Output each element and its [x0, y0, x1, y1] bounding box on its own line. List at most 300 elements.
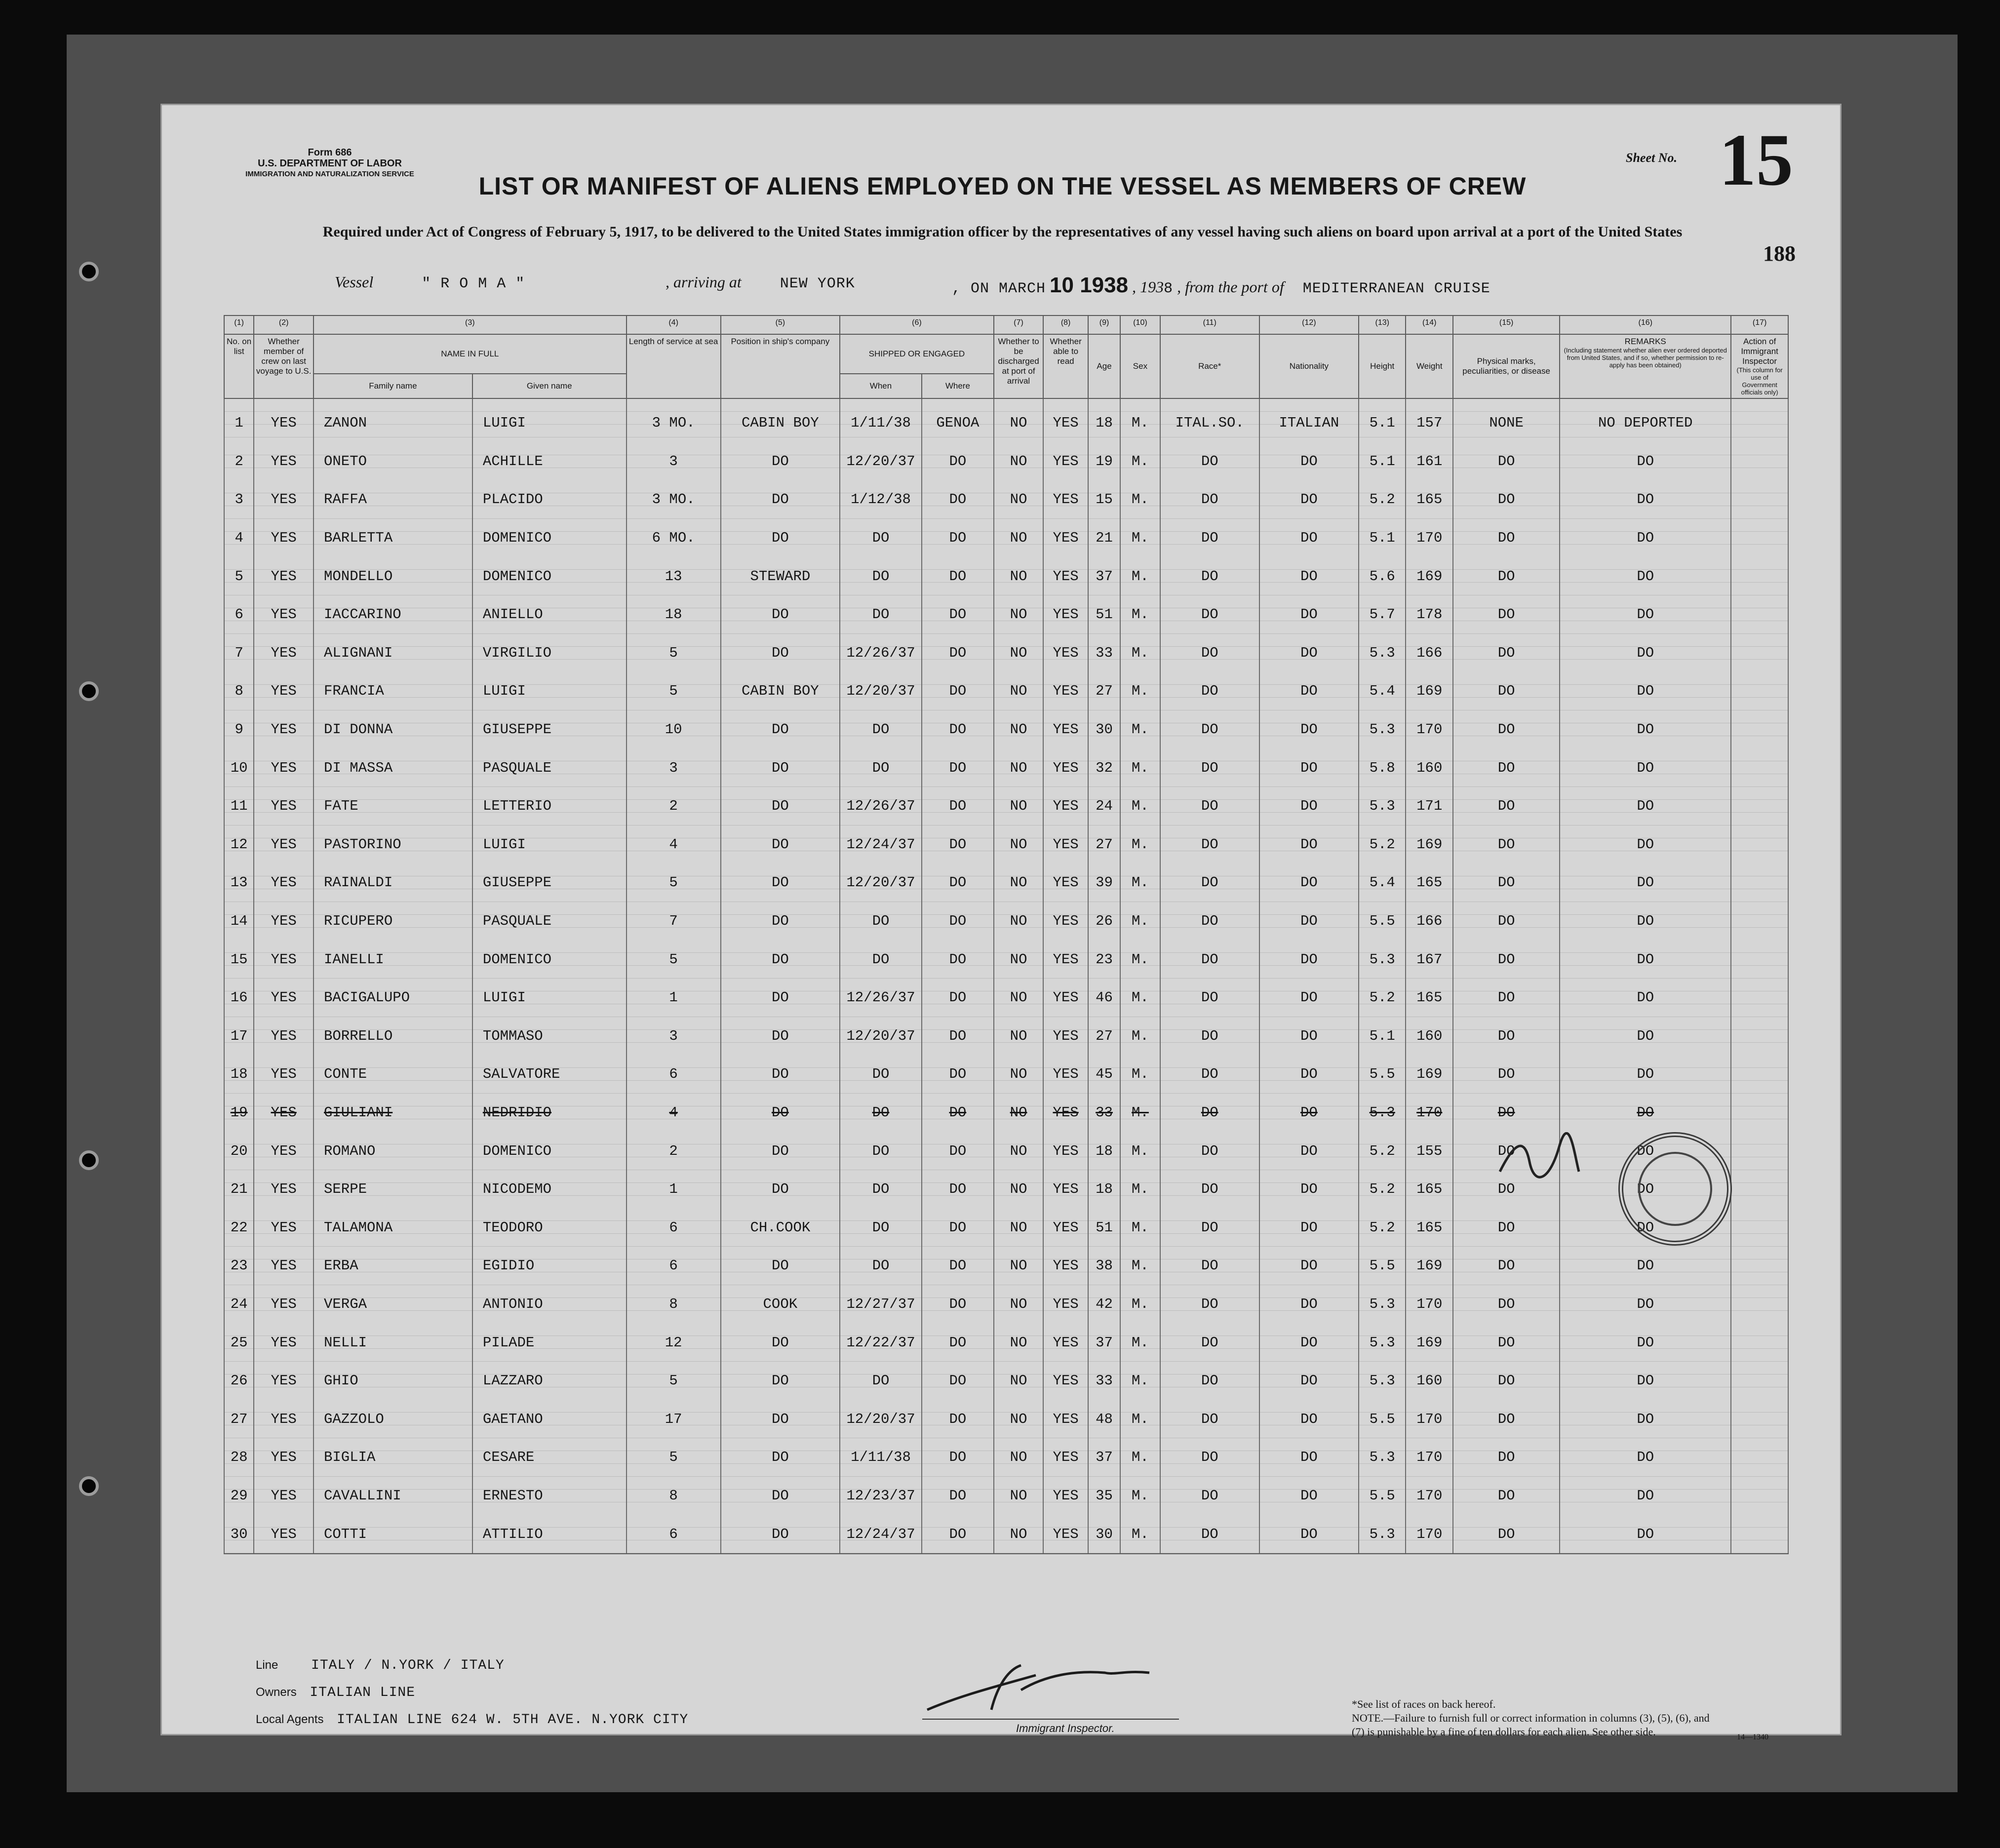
- document-subtitle: Required under Act of Congress of February 5, 1917, to be delivered to the United States immigration officer by the representatives of any vessel having such aliens on board upon arrival at a port of the United States: [322, 224, 1683, 240]
- cell-height: 5.2: [1359, 1170, 1406, 1209]
- cell-no: 15: [224, 940, 254, 979]
- cell-age: 30: [1088, 710, 1120, 749]
- cell-marks: DO: [1453, 787, 1560, 826]
- cell-where: DO: [922, 672, 994, 710]
- cell-read: YES: [1043, 826, 1088, 864]
- column-number: (16): [1560, 315, 1731, 334]
- cell-marks: NONE: [1453, 398, 1560, 442]
- cell-remarks: DO: [1560, 864, 1731, 902]
- cell-service: 18: [627, 595, 721, 634]
- cell-race: DO: [1160, 864, 1259, 902]
- cell-member: YES: [254, 519, 314, 557]
- cell-family-name: RAINALDI: [314, 864, 472, 902]
- cell-sex: M.: [1120, 519, 1160, 557]
- cell-nationality: DO: [1259, 480, 1359, 519]
- cell-height: 5.3: [1359, 1362, 1406, 1400]
- cell-race: DO: [1160, 979, 1259, 1017]
- cell-race: DO: [1160, 1017, 1259, 1056]
- remarks-note: (Including statement whether alien ever ordered deported from United States, and if so, whether permission to re-apply has been obtained): [1564, 347, 1727, 369]
- cell-given-name: LUIGI: [472, 672, 627, 710]
- cell-position: DO: [721, 1247, 840, 1285]
- cell-height: 5.5: [1359, 902, 1406, 941]
- cell-no: 3: [224, 480, 254, 519]
- cell-no: 5: [224, 557, 254, 595]
- cell-position: DO: [721, 748, 840, 787]
- vessel-label: Vessel: [335, 273, 374, 291]
- inspector-label: Immigrant Inspector.: [1016, 1722, 1115, 1734]
- cell-remarks: DO: [1560, 1400, 1731, 1438]
- cell-where: DO: [922, 1094, 994, 1132]
- cell-when: DO: [840, 1247, 922, 1285]
- cell-where: DO: [922, 1362, 994, 1400]
- cell-member: YES: [254, 748, 314, 787]
- cell-when: DO: [840, 710, 922, 749]
- date-line: [952, 273, 1490, 313]
- cell-discharged: NO: [994, 748, 1044, 787]
- header-marks: Physical marks, peculiarities, or disease: [1453, 334, 1560, 398]
- header-discharged: Whether to be discharged at port of arrival: [994, 334, 1044, 398]
- cell-no: 16: [224, 979, 254, 1017]
- cell-marks: DO: [1453, 826, 1560, 864]
- cell-given-name: LAZZARO: [472, 1362, 627, 1400]
- cell-read: YES: [1043, 1208, 1088, 1247]
- cell-family-name: GHIO: [314, 1362, 472, 1400]
- cell-given-name: EGIDIO: [472, 1247, 627, 1285]
- cell-read: YES: [1043, 787, 1088, 826]
- cell-service: 1: [627, 1170, 721, 1209]
- cell-given-name: PASQUALE: [472, 902, 627, 941]
- cell-member: YES: [254, 864, 314, 902]
- cell-race: DO: [1160, 1323, 1259, 1362]
- cell-height: 5.3: [1359, 1094, 1406, 1132]
- cell-member: YES: [254, 1208, 314, 1247]
- cell-weight: 165: [1406, 1170, 1453, 1209]
- cell-action: [1731, 940, 1788, 979]
- cell-no: 26: [224, 1362, 254, 1400]
- cell-no: 20: [224, 1132, 254, 1170]
- departure-port: MEDITERRANEAN CRUISE: [1302, 280, 1490, 297]
- cell-discharged: NO: [994, 557, 1044, 595]
- cell-remarks: DO: [1560, 940, 1731, 979]
- cell-when: 12/26/37: [840, 787, 922, 826]
- cell-action: [1731, 1362, 1788, 1400]
- cell-read: YES: [1043, 442, 1088, 481]
- cell-discharged: NO: [994, 1208, 1044, 1247]
- cell-age: 33: [1088, 634, 1120, 672]
- header-weight: Weight: [1406, 334, 1453, 398]
- cell-nationality: DO: [1259, 1477, 1359, 1515]
- cell-race: DO: [1160, 595, 1259, 634]
- cell-position: DO: [721, 1323, 840, 1362]
- cell-height: 5.5: [1359, 1055, 1406, 1094]
- cell-nationality: DO: [1259, 902, 1359, 941]
- cell-no: 18: [224, 1055, 254, 1094]
- cell-where: DO: [922, 940, 994, 979]
- crew-row: [224, 1017, 1788, 1056]
- column-number: (14): [1406, 315, 1453, 334]
- cell-family-name: IANELLI: [314, 940, 472, 979]
- cell-race: ITAL.SO.: [1160, 398, 1259, 442]
- cell-no: 9: [224, 710, 254, 749]
- cell-where: DO: [922, 442, 994, 481]
- cell-sex: M.: [1120, 1132, 1160, 1170]
- cell-nationality: DO: [1259, 595, 1359, 634]
- cell-given-name: LUIGI: [472, 398, 627, 442]
- remarks-title: REMARKS: [1624, 337, 1666, 346]
- cell-where: GENOA: [922, 398, 994, 442]
- cell-discharged: NO: [994, 1477, 1044, 1515]
- column-number: (12): [1259, 315, 1359, 334]
- seal-eagle: [1638, 1152, 1712, 1226]
- cell-race: DO: [1160, 1285, 1259, 1324]
- cell-family-name: IACCARINO: [314, 595, 472, 634]
- cell-read: YES: [1043, 748, 1088, 787]
- cell-no: 27: [224, 1400, 254, 1438]
- cell-position: DO: [721, 979, 840, 1017]
- cell-marks: DO: [1453, 1362, 1560, 1400]
- cell-age: 26: [1088, 902, 1120, 941]
- column-number: (4): [627, 315, 721, 334]
- cell-no: 8: [224, 672, 254, 710]
- cell-height: 5.3: [1359, 940, 1406, 979]
- cell-age: 35: [1088, 1477, 1120, 1515]
- cell-race: DO: [1160, 1170, 1259, 1209]
- cell-given-name: CESARE: [472, 1438, 627, 1477]
- cell-action: [1731, 480, 1788, 519]
- cell-given-name: GIUSEPPE: [472, 864, 627, 902]
- cell-age: 37: [1088, 557, 1120, 595]
- cell-nationality: DO: [1259, 1094, 1359, 1132]
- cell-discharged: NO: [994, 979, 1044, 1017]
- cell-sex: M.: [1120, 398, 1160, 442]
- cell-member: YES: [254, 398, 314, 442]
- crew-row: [224, 710, 1788, 749]
- cell-remarks: DO: [1560, 1362, 1731, 1400]
- cell-service: 6: [627, 1055, 721, 1094]
- cell-remarks: DO: [1560, 634, 1731, 672]
- cell-read: YES: [1043, 1477, 1088, 1515]
- cell-height: 5.2: [1359, 979, 1406, 1017]
- cell-sex: M.: [1120, 864, 1160, 902]
- cell-service: 8: [627, 1285, 721, 1324]
- cell-read: YES: [1043, 940, 1088, 979]
- cell-weight: 170: [1406, 710, 1453, 749]
- cell-member: YES: [254, 787, 314, 826]
- cell-no: 4: [224, 519, 254, 557]
- cell-remarks: DO: [1560, 787, 1731, 826]
- cell-nationality: DO: [1259, 1017, 1359, 1056]
- cell-height: 5.4: [1359, 864, 1406, 902]
- cell-action: [1731, 1094, 1788, 1132]
- cell-marks: DO: [1453, 940, 1560, 979]
- cell-family-name: BIGLIA: [314, 1438, 472, 1477]
- cell-nationality: DO: [1259, 864, 1359, 902]
- column-number: (5): [721, 315, 840, 334]
- crew-row: [224, 1362, 1788, 1400]
- cell-age: 27: [1088, 1017, 1120, 1056]
- cell-remarks: DO: [1560, 672, 1731, 710]
- cell-age: 23: [1088, 940, 1120, 979]
- cell-age: 33: [1088, 1094, 1120, 1132]
- cell-discharged: NO: [994, 634, 1044, 672]
- cell-no: 6: [224, 595, 254, 634]
- cell-race: DO: [1160, 1247, 1259, 1285]
- cell-age: 27: [1088, 672, 1120, 710]
- cell-position: DO: [721, 1017, 840, 1056]
- vessel-name: " R O M A ": [422, 275, 525, 292]
- cell-read: YES: [1043, 1323, 1088, 1362]
- column-number: (15): [1453, 315, 1560, 334]
- cell-nationality: DO: [1259, 557, 1359, 595]
- cell-family-name: PASTORINO: [314, 826, 472, 864]
- cell-family-name: FRANCIA: [314, 672, 472, 710]
- cell-family-name: DI DONNA: [314, 710, 472, 749]
- cell-weight: 167: [1406, 940, 1453, 979]
- cell-where: DO: [922, 1438, 994, 1477]
- cell-position: DO: [721, 940, 840, 979]
- cell-age: 19: [1088, 442, 1120, 481]
- cell-race: DO: [1160, 1094, 1259, 1132]
- cell-action: [1731, 1400, 1788, 1438]
- cell-sex: M.: [1120, 748, 1160, 787]
- cell-where: DO: [922, 979, 994, 1017]
- cell-family-name: DI MASSA: [314, 748, 472, 787]
- header-shipped: SHIPPED OR ENGAGED: [840, 334, 994, 374]
- cell-sex: M.: [1120, 1055, 1160, 1094]
- cell-member: YES: [254, 710, 314, 749]
- cell-given-name: DOMENICO: [472, 1132, 627, 1170]
- cell-sex: M.: [1120, 1477, 1160, 1515]
- cell-family-name: RAFFA: [314, 480, 472, 519]
- header-family-name: Family name: [314, 374, 472, 398]
- cell-sex: M.: [1120, 1400, 1160, 1438]
- cell-action: [1731, 1438, 1788, 1477]
- crew-row: [224, 1438, 1788, 1477]
- cell-member: YES: [254, 1132, 314, 1170]
- cell-action: [1731, 748, 1788, 787]
- crew-row: [224, 902, 1788, 941]
- cell-read: YES: [1043, 519, 1088, 557]
- cell-race: DO: [1160, 1400, 1259, 1438]
- cell-when: 12/26/37: [840, 634, 922, 672]
- cell-weight: 169: [1406, 557, 1453, 595]
- column-number: (8): [1043, 315, 1088, 334]
- cell-when: 12/20/37: [840, 1400, 922, 1438]
- cell-action: [1731, 634, 1788, 672]
- cell-age: 21: [1088, 519, 1120, 557]
- form-number: Form 686: [308, 147, 352, 158]
- cell-height: 5.4: [1359, 672, 1406, 710]
- cell-height: 5.5: [1359, 1400, 1406, 1438]
- cell-where: DO: [922, 748, 994, 787]
- cell-action: [1731, 787, 1788, 826]
- cell-where: DO: [922, 519, 994, 557]
- punch-hole: [79, 262, 99, 281]
- cell-weight: 165: [1406, 1208, 1453, 1247]
- cell-remarks: DO: [1560, 1170, 1731, 1209]
- cell-position: STEWARD: [721, 557, 840, 595]
- cell-weight: 170: [1406, 1094, 1453, 1132]
- cell-position: DO: [721, 519, 840, 557]
- column-number: (17): [1731, 315, 1788, 334]
- cell-action: [1731, 398, 1788, 442]
- cell-family-name: TALAMONA: [314, 1208, 472, 1247]
- cell-family-name: NELLI: [314, 1323, 472, 1362]
- cell-discharged: NO: [994, 1285, 1044, 1324]
- cell-nationality: DO: [1259, 634, 1359, 672]
- race-note: *See list of races on back hereof.: [1352, 1698, 1496, 1710]
- crew-row: [224, 1400, 1788, 1438]
- cell-age: 37: [1088, 1438, 1120, 1477]
- header-read: Whether able to read: [1043, 334, 1088, 398]
- cell-when: 12/22/37: [840, 1323, 922, 1362]
- cell-read: YES: [1043, 1285, 1088, 1324]
- punch-hole: [79, 681, 99, 701]
- cell-where: DO: [922, 1170, 994, 1209]
- action-title: Action of Immigrant Inspector: [1741, 337, 1778, 366]
- cell-service: 5: [627, 1362, 721, 1400]
- cell-position: DO: [721, 595, 840, 634]
- crew-row: [224, 1285, 1788, 1324]
- cell-where: DO: [922, 902, 994, 941]
- cell-given-name: ANTONIO: [472, 1285, 627, 1324]
- cell-discharged: NO: [994, 398, 1044, 442]
- cell-action: [1731, 1477, 1788, 1515]
- page-stamp: 188: [1763, 241, 1796, 266]
- cell-member: YES: [254, 1515, 314, 1554]
- cell-nationality: DO: [1259, 1362, 1359, 1400]
- cell-marks: DO: [1453, 557, 1560, 595]
- cell-where: DO: [922, 634, 994, 672]
- cell-discharged: NO: [994, 787, 1044, 826]
- cell-given-name: NEDRIDIO: [472, 1094, 627, 1132]
- cell-where: DO: [922, 480, 994, 519]
- cell-action: [1731, 557, 1788, 595]
- cell-sex: M.: [1120, 1247, 1160, 1285]
- cell-when: 12/26/37: [840, 979, 922, 1017]
- cell-family-name: SERPE: [314, 1170, 472, 1209]
- cell-position: DO: [721, 1094, 840, 1132]
- cell-family-name: ERBA: [314, 1247, 472, 1285]
- cell-height: 5.2: [1359, 1208, 1406, 1247]
- cell-action: [1731, 1323, 1788, 1362]
- cell-family-name: RICUPERO: [314, 902, 472, 941]
- cell-family-name: GIULIANI: [314, 1094, 472, 1132]
- cell-age: 32: [1088, 748, 1120, 787]
- cell-no: 7: [224, 634, 254, 672]
- cell-race: DO: [1160, 748, 1259, 787]
- cell-remarks: DO: [1560, 1285, 1731, 1324]
- arrival-port: NEW YORK: [780, 275, 855, 292]
- cell-family-name: COTTI: [314, 1515, 472, 1554]
- cell-sex: M.: [1120, 1323, 1160, 1362]
- agents-value: ITALIAN LINE 624 W. 5TH AVE. N.YORK CITY: [337, 1712, 689, 1728]
- cell-read: YES: [1043, 902, 1088, 941]
- cell-weight: 165: [1406, 979, 1453, 1017]
- cell-remarks: DO: [1560, 557, 1731, 595]
- crew-row: [224, 940, 1788, 979]
- cell-sex: M.: [1120, 1208, 1160, 1247]
- cell-age: 45: [1088, 1055, 1120, 1094]
- header-action: [1731, 334, 1788, 398]
- cell-sex: M.: [1120, 1515, 1160, 1554]
- cell-weight: 170: [1406, 1438, 1453, 1477]
- cell-read: YES: [1043, 710, 1088, 749]
- cell-nationality: DO: [1259, 1400, 1359, 1438]
- crew-row: [224, 398, 1788, 442]
- cell-service: 13: [627, 557, 721, 595]
- cell-age: 42: [1088, 1285, 1120, 1324]
- cell-service: 1: [627, 979, 721, 1017]
- cell-discharged: NO: [994, 1055, 1044, 1094]
- cell-remarks: DO: [1560, 1094, 1731, 1132]
- cell-read: YES: [1043, 557, 1088, 595]
- cell-discharged: NO: [994, 710, 1044, 749]
- cell-age: 39: [1088, 864, 1120, 902]
- cell-read: YES: [1043, 979, 1088, 1017]
- sheet-label: Sheet No.: [1626, 151, 1677, 165]
- cell-given-name: PILADE: [472, 1323, 627, 1362]
- cell-remarks: DO: [1560, 1247, 1731, 1285]
- cell-nationality: DO: [1259, 672, 1359, 710]
- cell-sex: M.: [1120, 1094, 1160, 1132]
- cell-marks: DO: [1453, 634, 1560, 672]
- header-position: Position in ship's company: [721, 334, 840, 398]
- cell-sex: M.: [1120, 710, 1160, 749]
- cell-race: DO: [1160, 557, 1259, 595]
- cell-sex: M.: [1120, 1017, 1160, 1056]
- cell-marks: DO: [1453, 1477, 1560, 1515]
- column-number: (13): [1359, 315, 1406, 334]
- cell-given-name: SALVATORE: [472, 1055, 627, 1094]
- cell-service: 8: [627, 1477, 721, 1515]
- form-code: 14—1340: [1737, 1733, 1768, 1741]
- cell-discharged: NO: [994, 1362, 1044, 1400]
- cell-discharged: NO: [994, 480, 1044, 519]
- cell-member: YES: [254, 1438, 314, 1477]
- cell-marks: DO: [1453, 902, 1560, 941]
- header-given-name: Given name: [472, 374, 627, 398]
- cell-where: DO: [922, 1477, 994, 1515]
- crew-manifest-table: [224, 315, 1789, 1554]
- header-age: Age: [1088, 334, 1120, 398]
- header-nationality: Nationality: [1259, 334, 1359, 398]
- cell-weight: 160: [1406, 748, 1453, 787]
- crew-row: [224, 634, 1788, 672]
- cell-race: DO: [1160, 1362, 1259, 1400]
- cell-no: 30: [224, 1515, 254, 1554]
- cell-weight: 157: [1406, 398, 1453, 442]
- cell-nationality: DO: [1259, 442, 1359, 481]
- crew-row: [224, 864, 1788, 902]
- line-label: Line: [256, 1658, 278, 1672]
- cell-nationality: DO: [1259, 979, 1359, 1017]
- cell-service: 5: [627, 1438, 721, 1477]
- cell-position: DO: [721, 480, 840, 519]
- cell-when: DO: [840, 595, 922, 634]
- cell-weight: 160: [1406, 1362, 1453, 1400]
- cell-service: 4: [627, 826, 721, 864]
- cell-marks: DO: [1453, 748, 1560, 787]
- cell-weight: 170: [1406, 1400, 1453, 1438]
- document-title: LIST OR MANIFEST OF ALIENS EMPLOYED ON THE VESSEL AS MEMBERS OF CREW: [478, 172, 1527, 200]
- crew-row: [224, 519, 1788, 557]
- header-sex: Sex: [1120, 334, 1160, 398]
- cell-given-name: PLACIDO: [472, 480, 627, 519]
- cell-height: 5.5: [1359, 1477, 1406, 1515]
- cell-given-name: ERNESTO: [472, 1477, 627, 1515]
- cell-height: 5.5: [1359, 1247, 1406, 1285]
